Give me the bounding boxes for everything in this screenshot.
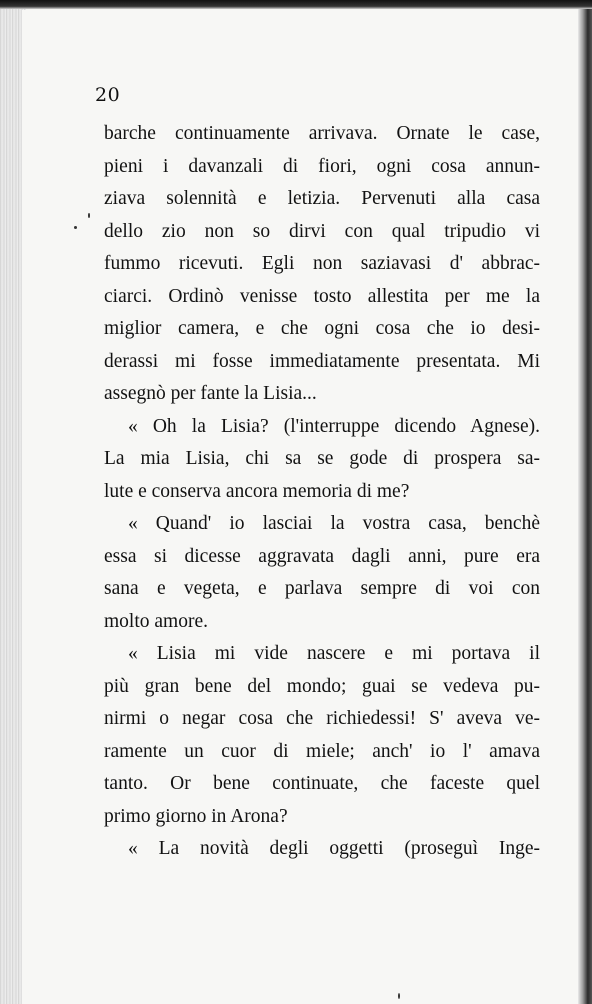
text-line: assegnò per fante la Lisia... <box>104 383 317 404</box>
text-line: pieni i davanzali di fiori, ogni cosa annun- <box>104 155 540 177</box>
text-line: ziava solennità e letizia. Pervenuti alla casa <box>104 188 540 209</box>
book-right-edge <box>578 9 592 1004</box>
text-line: nirmi o negar cosa che richiedessi! S' aveva ve- <box>104 708 540 729</box>
text-line: derassi mi fosse immediatamente presentata. Mi <box>104 350 540 372</box>
text-line: « La novità degli oggetti (proseguì Inge- <box>128 838 540 859</box>
text-line: fummo ricevuti. Egli non saziavasi d' abbrac- <box>104 253 540 274</box>
text-line: « Quand' io lasciai la vostra casa, benchè <box>128 513 540 534</box>
text-line: essa si dicesse aggravata dagli anni, pure era <box>104 545 540 567</box>
text-line: « Lisia mi vide nascere e mi portava il <box>128 643 540 664</box>
body-text <box>104 118 540 866</box>
text-line: molto amore. <box>104 610 208 632</box>
text-line: miglior camera, e che ogni cosa che io desi- <box>104 318 540 339</box>
paper-speck <box>74 226 77 229</box>
text-line: dello zio non so dirvi con qual tripudio vi <box>104 220 540 242</box>
text-line: ciarci. Ordinò venisse tosto allestita per me la <box>104 285 540 307</box>
text-line: ramente un cuor di miele; anch' io l' amava <box>104 740 540 762</box>
text-line: lute e conserva ancora memoria di me? <box>104 480 410 502</box>
text-line: più gran bene del mondo; guai se vedeva pu- <box>104 675 540 697</box>
paper-speck <box>398 993 400 999</box>
page-number: 20 <box>95 84 121 106</box>
text-line: sana e vegeta, e parlava sempre di voi con <box>104 578 540 599</box>
text-line: La mia Lisia, chi sa se gode di prospera sa- <box>104 448 540 469</box>
book-top-edge <box>0 0 592 9</box>
text-line: primo giorno in Arona? <box>104 805 288 827</box>
text-line: barche continuamente arrivava. Ornate le case, <box>104 123 540 144</box>
text-line: tanto. Or bene continuate, che faceste quel <box>104 773 540 794</box>
text-line: « Oh la Lisia? (l'interruppe dicendo Agnese). <box>128 415 540 437</box>
paper-speck <box>88 213 90 218</box>
